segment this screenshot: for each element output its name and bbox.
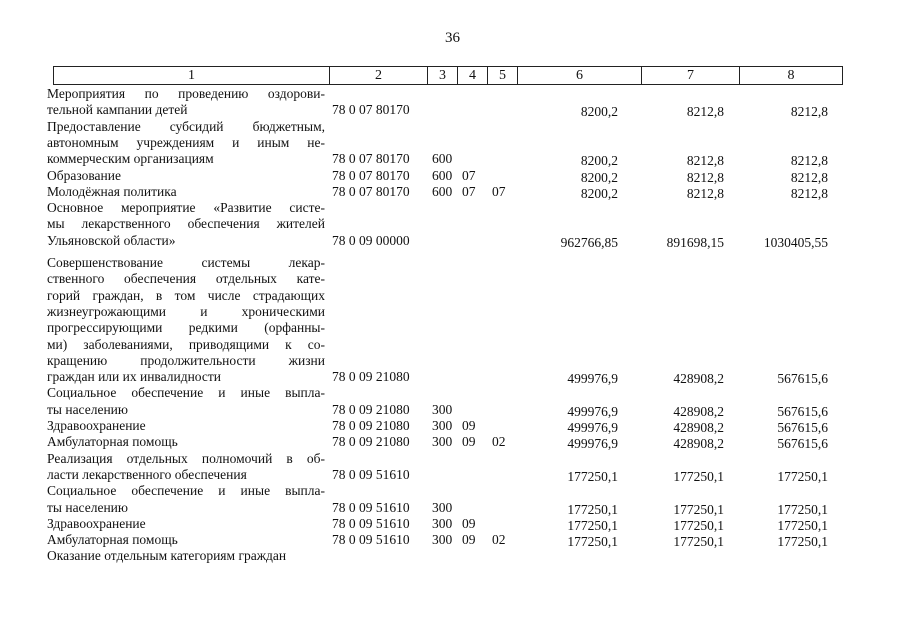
row-value-col6: 177250,1 xyxy=(567,501,618,517)
page-number: 36 xyxy=(445,30,460,46)
row-description-line: Молодёжная политика xyxy=(47,183,177,199)
row-description-line: ты населению xyxy=(47,401,128,417)
row-description-line: Основное мероприятие «Развитие систе- xyxy=(47,200,325,216)
row-value-col7: 8212,8 xyxy=(686,153,724,169)
row-description-line: Оказание отдельным категориям граждан xyxy=(47,548,287,564)
row-value-col7: 177250,1 xyxy=(673,468,724,484)
row-value-col7: 428908,2 xyxy=(673,403,724,419)
header-col-7: 7 xyxy=(642,67,740,85)
row-code: 78 0 07 80170 xyxy=(332,151,410,167)
row-value-col6: 499976,9 xyxy=(567,371,618,387)
row-code: 78 0 07 80170 xyxy=(332,167,410,183)
header-col-2: 2 xyxy=(330,67,428,85)
row-description-line: Предоставление субсидий бюджетным, xyxy=(47,118,325,134)
row-code: 78 0 09 51610 xyxy=(332,515,410,531)
header-col-4: 4 xyxy=(458,67,488,85)
row-description-line: тельной кампании детей xyxy=(47,102,188,118)
row-rz: 09 xyxy=(462,434,476,450)
row-description-line: автономным учреждениям и иным не- xyxy=(47,134,325,150)
row-description-line: Здравоохранение xyxy=(47,515,146,531)
row-value-col8: 1030405,55 xyxy=(763,234,828,250)
row-code: 78 0 09 51610 xyxy=(332,499,410,515)
row-description-line: Мероприятия по проведению оздорови- xyxy=(47,86,325,101)
row-value-col7: 8212,8 xyxy=(686,104,724,120)
row-value-col6: 499976,9 xyxy=(567,436,618,452)
row-value-col7: 8212,8 xyxy=(686,185,724,201)
row-description-line: коммерческим организациям xyxy=(47,151,214,167)
row-pr: 02 xyxy=(492,532,506,548)
row-code: 78 0 09 21080 xyxy=(332,401,410,417)
header-col-8: 8 xyxy=(740,67,843,85)
row-vr: 600 xyxy=(432,183,453,199)
row-value-col6: 8200,2 xyxy=(580,153,618,169)
row-vr: 300 xyxy=(432,434,453,450)
row-vr: 600 xyxy=(432,167,453,183)
row-value-col8: 177250,1 xyxy=(777,517,828,533)
row-description-line: граждан или их инвалидности xyxy=(47,369,221,385)
row-value-col6: 8200,2 xyxy=(580,185,618,201)
row-description-line: Совершенствование системы лекар- xyxy=(47,255,325,270)
row-value-col6: 499976,9 xyxy=(567,403,618,419)
row-description-line: Социальное обеспечение и иные выпла- xyxy=(47,483,325,499)
row-description-line: прогрессирующими редкими (орфанны- xyxy=(47,320,325,336)
row-value-col7: 891698,15 xyxy=(666,234,724,250)
row-value-col8: 567615,6 xyxy=(777,420,828,435)
row-value-col8: 567615,6 xyxy=(777,403,828,419)
row-description-line: Амбулаторная помощь xyxy=(47,434,178,450)
row-value-col8: 177250,1 xyxy=(777,501,828,517)
row-rz: 09 xyxy=(462,515,476,531)
row-code: 78 0 09 21080 xyxy=(332,434,410,450)
row-value-col6: 177250,1 xyxy=(567,534,618,550)
row-description-line: мы лекарственного обеспечения жителей xyxy=(47,216,325,232)
header-col-3: 3 xyxy=(428,67,458,85)
row-rz: 09 xyxy=(462,418,476,433)
row-code: 78 0 07 80170 xyxy=(332,183,410,199)
row-description-line: Амбулаторная помощь xyxy=(47,532,178,548)
row-value-col7: 177250,1 xyxy=(673,501,724,517)
row-value-col8: 8212,8 xyxy=(790,104,828,120)
row-description-line: Социальное обеспечение и иные выпла- xyxy=(47,385,325,401)
row-value-col8: 177250,1 xyxy=(777,468,828,484)
header-col-5: 5 xyxy=(488,67,518,85)
row-description-line: ми) заболеваниями, приводящими к со- xyxy=(47,336,325,352)
row-code: 78 0 09 21080 xyxy=(332,418,410,433)
row-vr: 300 xyxy=(432,515,453,531)
row-value-col8: 8212,8 xyxy=(790,169,828,185)
row-vr: 300 xyxy=(432,499,453,515)
row-description-line: Здравоохранение xyxy=(47,418,146,433)
row-value-col6: 177250,1 xyxy=(567,517,618,533)
row-code: 78 0 09 51610 xyxy=(332,466,410,482)
row-value-col7: 428908,2 xyxy=(673,436,724,452)
row-value-col7: 428908,2 xyxy=(673,371,724,387)
row-value-col7: 177250,1 xyxy=(673,517,724,533)
row-value-col6: 962766,85 xyxy=(560,234,618,250)
row-value-col6: 8200,2 xyxy=(580,169,618,185)
row-value-col8: 567615,6 xyxy=(777,436,828,452)
row-value-col6: 8200,2 xyxy=(580,104,618,120)
row-description-line: ты населению xyxy=(47,499,128,515)
row-description-line: кращению продолжительности жизни xyxy=(47,352,325,368)
row-vr: 300 xyxy=(432,532,453,548)
row-value-col8: 567615,6 xyxy=(777,371,828,387)
row-value-col8: 8212,8 xyxy=(790,185,828,201)
row-description-line: Образование xyxy=(47,167,121,183)
row-code: 78 0 07 80170 xyxy=(332,102,410,118)
row-code: 78 0 09 21080 xyxy=(332,369,410,385)
row-rz: 07 xyxy=(462,183,476,199)
row-rz: 09 xyxy=(462,532,476,548)
row-description-line: ственного обеспечения отдельных кате- xyxy=(47,271,325,287)
row-value-col8: 177250,1 xyxy=(777,534,828,550)
row-description-line: жизнеугрожающими и хроническими xyxy=(47,303,325,319)
header-col-6: 6 xyxy=(518,67,642,85)
row-description-line: Ульяновской области» xyxy=(47,232,176,248)
row-value-col8: 8212,8 xyxy=(790,153,828,169)
row-code: 78 0 09 00000 xyxy=(332,232,410,248)
row-pr: 02 xyxy=(492,434,506,450)
header-col-1: 1 xyxy=(54,67,330,85)
row-value-col6: 499976,9 xyxy=(567,420,618,435)
row-value-col7: 177250,1 xyxy=(673,534,724,550)
row-code: 78 0 09 51610 xyxy=(332,532,410,548)
row-description-line: ласти лекарственного обеспечения xyxy=(47,466,247,482)
row-vr: 600 xyxy=(432,151,453,167)
row-description-line: Реализация отдельных полномочий в об- xyxy=(47,450,325,466)
row-pr: 07 xyxy=(492,183,506,199)
row-vr: 300 xyxy=(432,401,453,417)
row-value-col7: 8212,8 xyxy=(686,169,724,185)
row-vr: 300 xyxy=(432,418,453,433)
row-rz: 07 xyxy=(462,167,476,183)
row-description-line: горий граждан, в том числе страдающих xyxy=(47,287,325,303)
row-value-col6: 177250,1 xyxy=(567,468,618,484)
row-value-col7: 428908,2 xyxy=(673,420,724,435)
